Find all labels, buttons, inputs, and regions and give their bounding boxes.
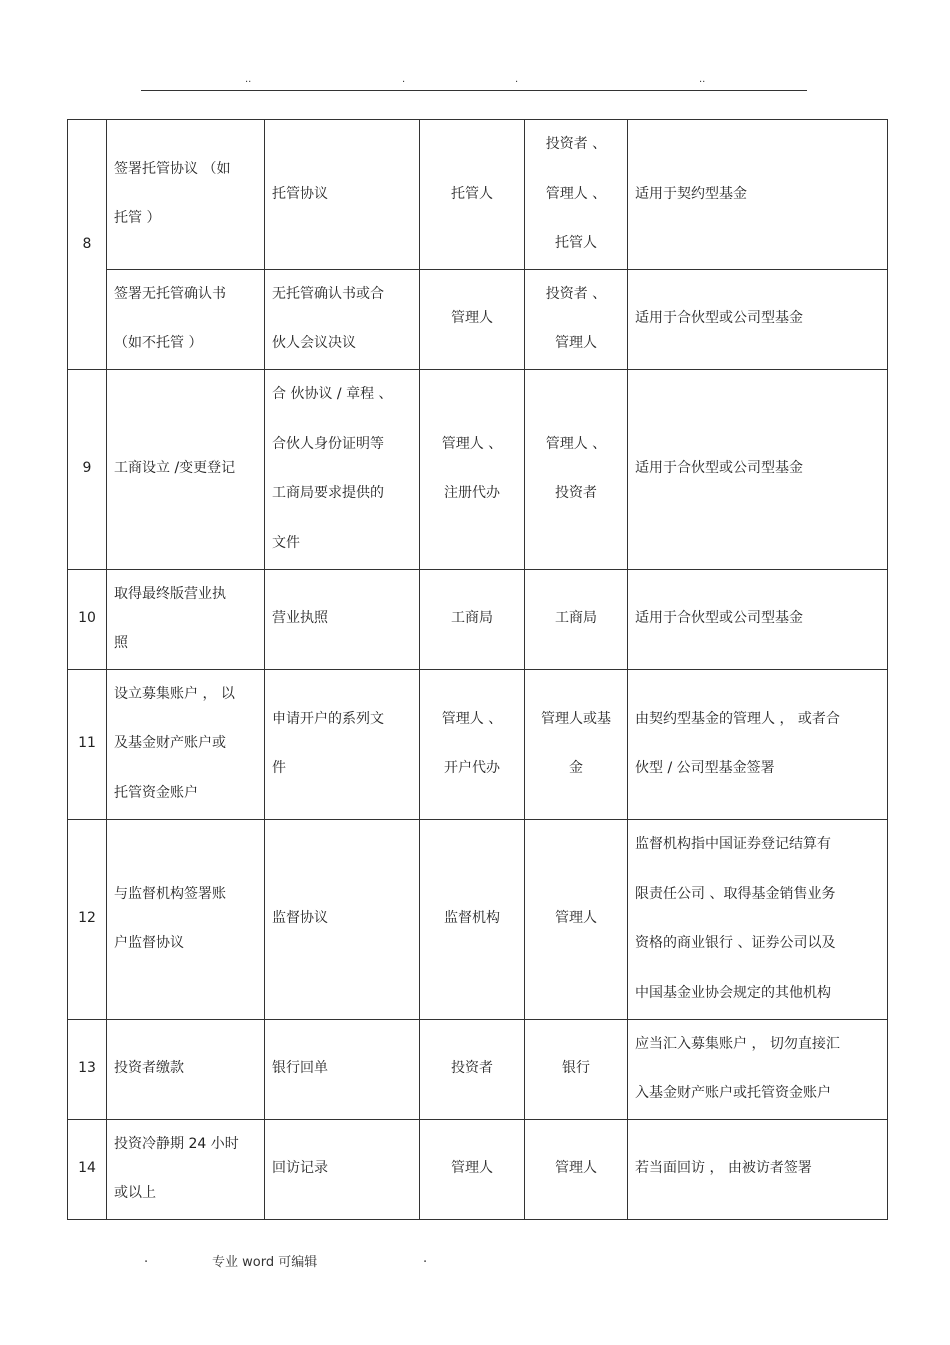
table-row	[68, 269, 888, 369]
step-provider: 管理人 、 开户代办	[420, 669, 525, 819]
step-note: 适用于契约型基金	[628, 120, 888, 270]
step-provider: 投资者	[420, 1019, 525, 1119]
step-note: 适用于合伙型或公司型基金	[628, 569, 888, 669]
step-document: 营业执照	[265, 569, 420, 669]
step-signer: 投资者 、 管理人	[525, 269, 628, 369]
step-document: 无托管确认书或合 伙人会议决议	[265, 269, 420, 369]
header-mark: ..	[699, 74, 706, 85]
step-document: 监督协议	[265, 819, 420, 1019]
step-number: 11	[68, 669, 107, 819]
step-provider: 管理人	[420, 1119, 525, 1219]
step-name: 设立募集账户 ， 以 及基金财产账户或 托管资金账户	[107, 669, 265, 819]
step-number: 10	[68, 569, 107, 669]
step-document: 银行回单	[265, 1019, 420, 1119]
step-signer: 管理人	[525, 1119, 628, 1219]
table-row	[68, 369, 888, 569]
step-name: 投资冷静期 24 小时 或以上	[107, 1119, 265, 1219]
step-signer: 管理人	[525, 819, 628, 1019]
header-mark: ..	[245, 74, 252, 85]
step-provider: 监督机构	[420, 819, 525, 1019]
step-note: 监督机构指中国证券登记结算有 限责任公司 、取得基金销售业务 资格的商业银行 、证券公司以及 中国基金业协会规定的其他机构	[628, 819, 888, 1019]
table-row	[68, 120, 888, 270]
step-note: 由契约型基金的管理人 ， 或者合 伙型 / 公司型基金签署	[628, 669, 888, 819]
step-document: 申请开户的系列文 件	[265, 669, 420, 819]
table-row	[68, 819, 888, 1019]
step-provider: 工商局	[420, 569, 525, 669]
step-document: 合 伙协议 / 章程 、 合伙人身份证明等 工商局要求提供的 文件	[265, 369, 420, 569]
step-number: 9	[68, 369, 107, 569]
step-name: 投资者缴款	[107, 1019, 265, 1119]
step-signer: 银行	[525, 1019, 628, 1119]
step-document: 托管协议	[265, 120, 420, 270]
table-row	[68, 569, 888, 669]
step-document: 回访记录	[265, 1119, 420, 1219]
step-note: 应当汇入募集账户 ， 切勿直接汇 入基金财产账户或托管资金账户	[628, 1019, 888, 1119]
step-signer: 管理人 、 投资者	[525, 369, 628, 569]
footer-text: 专业 word 可编辑	[212, 1255, 318, 1270]
step-signer: 投资者 、 管理人 、 托管人	[525, 120, 628, 270]
step-note: 适用于合伙型或公司型基金	[628, 269, 888, 369]
step-name: 签署无托管确认书 （如不托管 ）	[107, 269, 265, 369]
step-name: 工商设立 /变更登记	[107, 369, 265, 569]
step-name: 取得最终版营业执 照	[107, 569, 265, 669]
step-provider: 管理人	[420, 269, 525, 369]
step-provider: 管理人 、 注册代办	[420, 369, 525, 569]
page-footer	[0, 1251, 950, 1271]
table-row	[68, 669, 888, 819]
step-signer: 管理人或基 金	[525, 669, 628, 819]
table-row	[68, 1019, 888, 1119]
step-number: 14	[68, 1119, 107, 1219]
step-name: 与监督机构签署账 户监督协议	[107, 819, 265, 1019]
step-number: 12	[68, 819, 107, 1019]
step-provider: 托管人	[420, 120, 525, 270]
step-name: 签署托管协议 （如 托管 ）	[107, 120, 265, 270]
step-signer: 工商局	[525, 569, 628, 669]
table-row	[68, 1119, 888, 1219]
fund-setup-steps-table	[67, 119, 888, 1220]
page-header-rule	[141, 74, 807, 91]
footer-mark: .	[423, 1251, 428, 1266]
step-note: 适用于合伙型或公司型基金	[628, 369, 888, 569]
step-number: 8	[68, 120, 107, 370]
header-mark: .	[402, 74, 406, 85]
step-note: 若当面回访 ， 由被访者签署	[628, 1119, 888, 1219]
header-mark: .	[515, 74, 519, 85]
step-number: 13	[68, 1019, 107, 1119]
footer-mark: .	[144, 1251, 149, 1266]
